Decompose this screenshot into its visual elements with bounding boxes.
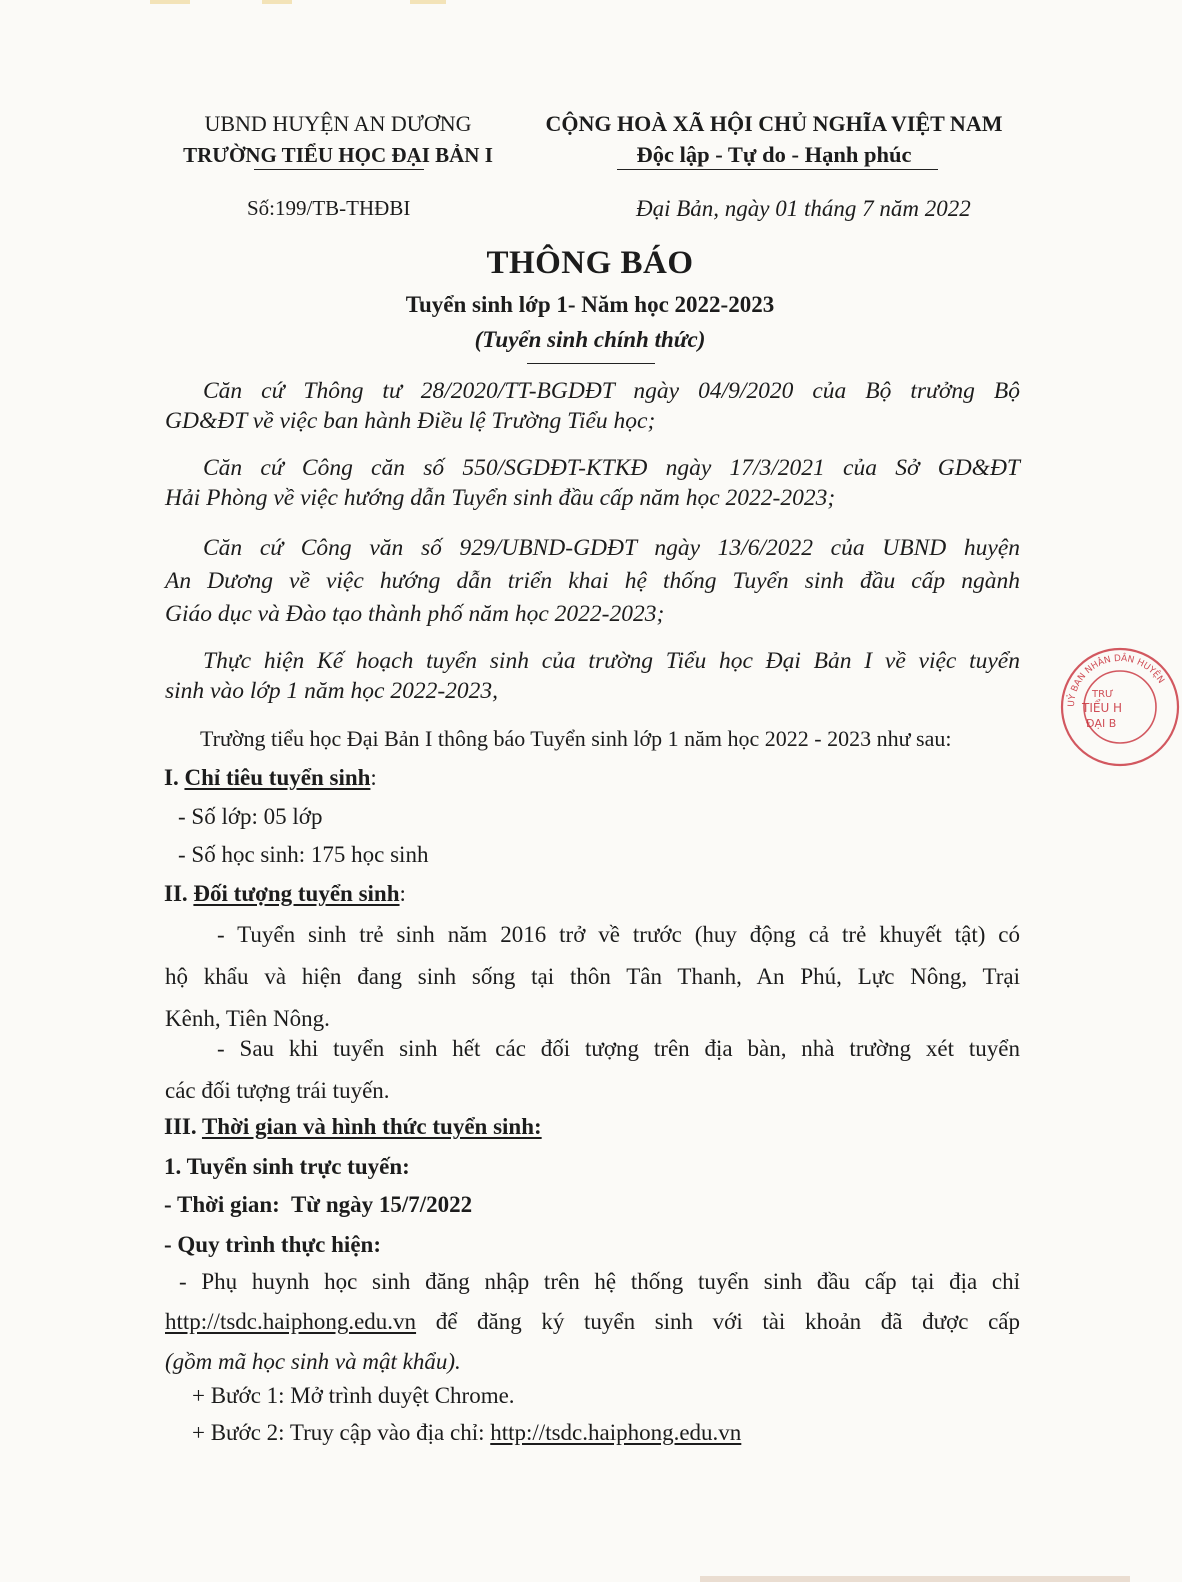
page-note: (Tuyển sinh chính thức): [474, 327, 706, 352]
process-line: - Phụ huynh học sinh đăng nhập trên hệ thống tuyển sinh đầu cấp tại địa chỉ: [179, 1269, 1020, 1294]
seal-line-3: ĐẠI B: [1086, 717, 1117, 730]
preamble-circular: [165, 376, 1020, 436]
scan-smudge: [150, 0, 190, 4]
intro-statement: Trường tiểu học Đại Bản I thông báo Tuyển sinh lớp 1 năm học 2022 - 2023 như sau:: [200, 726, 952, 751]
section-title: Thời gian và hình thức tuyển sinh:: [201, 1114, 542, 1139]
section-number: III.: [164, 1114, 197, 1139]
page-subtitle: Tuyển sinh lớp 1- Năm học 2022-2023: [405, 292, 775, 317]
step-2: [192, 1420, 741, 1446]
enrollment-portal-link[interactable]: http://tsdc.haiphong.edu.vn: [165, 1309, 417, 1334]
section-colon: :: [399, 881, 406, 906]
time-value: Từ ngày 15/7/2022: [290, 1192, 473, 1217]
motto-underline: [617, 169, 938, 170]
process-paragraph: [165, 1262, 1020, 1382]
seal-line-2: TIỂU H: [1082, 701, 1123, 715]
page-title: THÔNG BÁO: [486, 245, 694, 281]
preamble-line: GD&ĐT về việc ban hành Điều lệ Trường Tiểu học;: [165, 408, 656, 434]
out-of-area-line: - Sau khi tuyển sinh hết các đối tượng trên địa bàn, nhà trường xét tuyển: [217, 1036, 1020, 1061]
document-date: Đại Bản, ngày 01 tháng 7 năm 2022: [636, 196, 971, 221]
step-2-link[interactable]: http://tsdc.haiphong.edu.vn: [490, 1420, 742, 1445]
seal-line-1: TRƯ: [1092, 689, 1114, 700]
section-2-heading: [164, 881, 406, 907]
issuer-underline: [254, 169, 424, 170]
section-title: Đối tượng tuyển sinh: [193, 881, 400, 906]
seal-graphic: [1058, 645, 1182, 769]
section-number: II.: [164, 881, 188, 906]
step-2-label: + Bước 2: Truy cập vào địa chỉ:: [192, 1420, 485, 1445]
time-label: - Thời gian:: [164, 1192, 280, 1217]
issuer-authority: UBND HUYỆN AN DƯƠNG: [204, 111, 472, 136]
scan-smudge: [410, 0, 446, 4]
section-colon: :: [370, 765, 377, 790]
student-count: - Số học sinh: 175 học sinh: [178, 842, 429, 867]
preamble-line: Căn cứ Công văn số 929/UBND-GDĐT ngày 13/6/2022 của UBND huyện: [203, 535, 1020, 561]
preamble-line: Hải Phòng về việc hướng dẫn Tuyển sinh đầu cấp năm học 2022-2023;: [165, 485, 836, 511]
preamble-official-letter-550: [165, 453, 1020, 513]
preamble-line: An Dương về việc hướng dẫn triển khai hệ thống Tuyển sinh đầu cấp ngành: [165, 568, 1020, 594]
section-number: I.: [164, 765, 179, 790]
section-title: Chỉ tiêu tuyển sinh: [184, 765, 371, 790]
national-title: CỘNG HOÀ XÃ HỘI CHỦ NGHĨA VIỆT NAM: [545, 111, 1003, 136]
eligibility-line: hộ khẩu và hiện đang sinh sống tại thôn Tân Thanh, An Phú, Lực Nông, Trại: [165, 964, 1020, 989]
issuer-school: TRƯỜNG TIỂU HỌC ĐẠI BẢN I: [183, 143, 493, 167]
preamble-line: sinh vào lớp 1 năm học 2022-2023,: [165, 678, 499, 704]
seal-outer-text: UỶ BAN NHÂN DÂN HUYỆN: [1066, 653, 1166, 708]
official-seal: [1058, 645, 1182, 769]
scan-smudge: [262, 0, 292, 4]
preamble-line: Căn cứ Thông tư 28/2020/TT-BGDĐT ngày 04/9/2020 của Bộ trưởng Bộ: [203, 378, 1020, 404]
process-line-rest: để đăng ký tuyển sinh với tài khoản đã được cấp: [435, 1309, 1020, 1334]
preamble-line: Giáo dục và Đào tạo thành phố năm học 2022-2023;: [165, 601, 665, 627]
enrollment-time: [164, 1192, 472, 1218]
class-count: - Số lớp: 05 lớp: [178, 804, 323, 829]
preamble-official-letter-929: [165, 533, 1020, 629]
process-line: [165, 1302, 1020, 1342]
scan-smudge: [700, 1576, 1130, 1582]
out-of-area-line: các đối tượng trái tuyến.: [165, 1078, 390, 1103]
section-3-heading: [164, 1114, 542, 1140]
process-heading: - Quy trình thực hiện:: [164, 1232, 381, 1257]
preamble-plan: [165, 646, 1020, 706]
step-1: + Bước 1: Mở trình duyệt Chrome.: [192, 1383, 515, 1408]
national-motto: Độc lập - Tự do - Hạnh phúc: [636, 142, 912, 167]
section-1-heading: [164, 765, 377, 791]
eligibility-paragraph: [165, 914, 1020, 1040]
title-underline: [527, 363, 655, 364]
eligibility-line: - Tuyển sinh trẻ sinh năm 2016 trở về trước (huy động cả trẻ khuyết tật) có: [217, 922, 1020, 947]
out-of-area-paragraph: [165, 1028, 1020, 1112]
preamble-line: Thực hiện Kế hoạch tuyển sinh của trường Tiểu học Đại Bản I về việc tuyển: [203, 648, 1020, 674]
online-enrollment-heading: 1. Tuyển sinh trực tuyến:: [164, 1154, 410, 1179]
preamble-line: Căn cứ Công căn số 550/SGDĐT-KTKĐ ngày 17/3/2021 của Sở GD&ĐT: [203, 455, 1020, 481]
eligibility-line: Kênh, Tiên Nông.: [165, 1006, 330, 1031]
document-number: Số:199/TB-THĐBI: [247, 196, 411, 220]
process-line: (gồm mã học sinh và mật khẩu).: [165, 1349, 461, 1374]
